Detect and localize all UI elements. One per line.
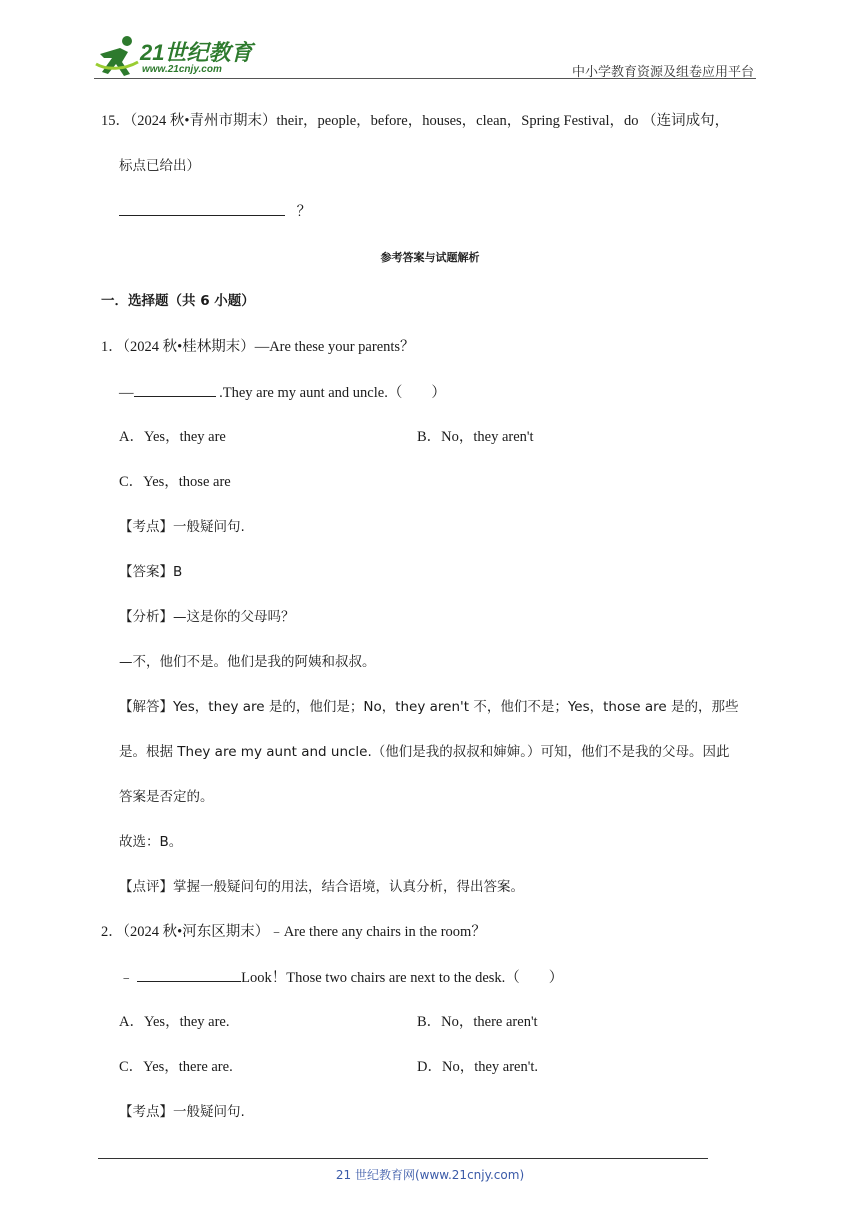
page-header bbox=[0, 0, 860, 90]
answer-blank[interactable] bbox=[119, 201, 285, 216]
q1-stem: 1．（2024 秋•桂林期末）—Are these your parents？ bbox=[101, 339, 415, 355]
platform-name: 中小学教育资源及组卷应用平台 bbox=[571, 65, 754, 80]
q1-kaodian: 【考点】一般疑问句. bbox=[119, 519, 245, 535]
q2-line2 bbox=[119, 967, 563, 988]
logo-url-text: www.21cnjy.com bbox=[142, 64, 222, 75]
q1-solution-2: 是。根据 They are my aunt and uncle.（他们是我的叔叔和婶婶。）可知，他们不是我的父母。因此 bbox=[119, 744, 730, 760]
header-divider bbox=[94, 78, 756, 79]
site-logo bbox=[94, 34, 264, 80]
q1-answer: 【答案】B bbox=[119, 564, 183, 580]
q1-analysis: 【分析】—这是你的父母吗？ bbox=[119, 609, 295, 625]
q1-line2 bbox=[119, 382, 446, 403]
q1-line2-text: .They are my aunt and uncle.（ ） bbox=[215, 385, 446, 401]
q1-solution-1: 【解答】Yes，they are 是的，他们是；No，they aren't 不，他们不是；Yes，those are 是的，那些 bbox=[119, 699, 739, 715]
q15-tail: ？ bbox=[296, 204, 312, 220]
footer-link[interactable]: 21 世纪教育网(www.21cnjy.com) bbox=[335, 1168, 525, 1182]
q1-solution-3: 答案是否定的。 bbox=[119, 789, 214, 805]
q2-option-b[interactable]: B．No，there aren't bbox=[417, 1014, 538, 1030]
q1-option-b[interactable]: B．No，they aren't bbox=[417, 429, 534, 445]
answers-title: 参考答案与试题解析 bbox=[380, 251, 480, 264]
q2-answer-blank[interactable] bbox=[137, 967, 241, 982]
q1-option-c[interactable]: C．Yes，those are bbox=[119, 474, 231, 490]
q1-comment: 【点评】掌握一般疑问句的用法，结合语境，认真分析，得出答案。 bbox=[119, 879, 524, 895]
q2-line2-text: Look！Those two chairs are next to the desk.（ ） bbox=[241, 970, 564, 986]
q1-option-a[interactable]: A．Yes，they are bbox=[119, 429, 226, 445]
q1-choice: 故选：B。 bbox=[119, 834, 183, 850]
q1-dash: — bbox=[119, 385, 134, 401]
q15-answer-line bbox=[119, 201, 311, 222]
q15-stem: 15．（2024 秋•青州市期末）their，people，before，houses，clean，Spring Festival，do （连词成句， bbox=[101, 113, 730, 129]
footer-divider bbox=[98, 1158, 708, 1159]
q2-dash: ﹣ bbox=[119, 970, 134, 986]
section-heading: 一．选择题（共 6 小题） bbox=[101, 293, 255, 309]
q15-note: 标点已给出） bbox=[119, 158, 200, 174]
q2-stem: 2．（2024 秋•河东区期末）﹣Are there any chairs in the room？ bbox=[101, 924, 486, 940]
q1-analysis-2: —不，他们不是。他们是我的阿姨和叔叔。 bbox=[119, 654, 376, 670]
logo-brand-text: 21世纪教育 bbox=[140, 40, 253, 65]
q2-option-a[interactable]: A．Yes，they are. bbox=[119, 1014, 230, 1030]
runner-logo-icon bbox=[94, 34, 140, 78]
q2-kaodian: 【考点】一般疑问句. bbox=[119, 1104, 245, 1120]
q1-answer-blank[interactable] bbox=[134, 382, 216, 397]
q2-option-d[interactable]: D．No，they aren't. bbox=[417, 1059, 538, 1075]
q2-option-c[interactable]: C．Yes，there are. bbox=[119, 1059, 233, 1075]
